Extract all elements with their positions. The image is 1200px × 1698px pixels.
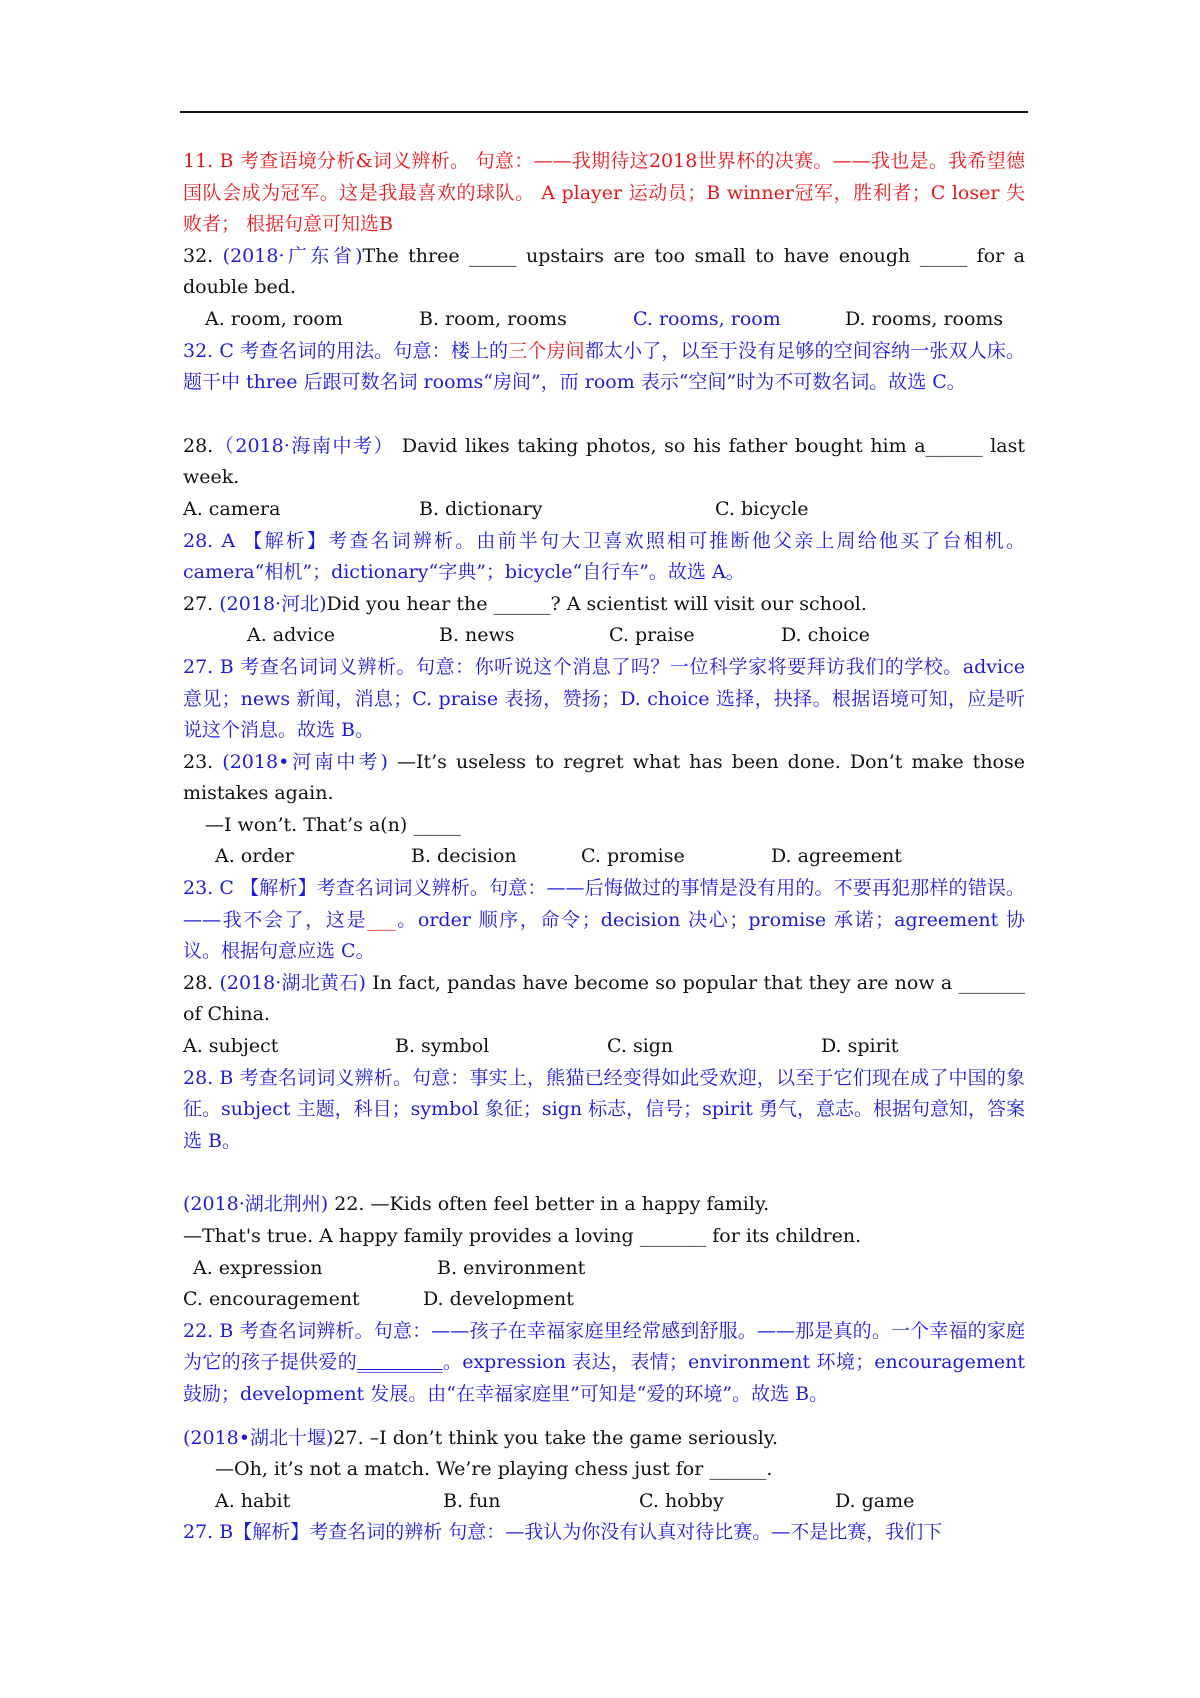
option-c: C. hobby xyxy=(639,1489,724,1512)
question-source: (2018·湖北黄石) xyxy=(219,971,366,994)
question-27-shiyan: (2018•湖北十堰)27. –I don’t think you take the game seriously. xyxy=(183,1426,779,1449)
question-27-shiyan-reply: —Oh, it’s not a match. We’re playing chess just for ______. xyxy=(215,1458,773,1481)
question-22-options-row-1 xyxy=(183,1253,1025,1285)
answer-32: 32. C 考查名词的用法。句意：楼上的三个房间都太小了，以至于没有足够的空间容纳一张双人床。题干中 three 后跟可数名词 rooms“房间”，而 room 表示“空间”时为不可数名词。故选 C。 xyxy=(183,339,1025,394)
answer-27-hebei: 27. B 考查名词词义辨析。句意：你听说这个消息了吗？一位科学家将要拜访我们的学校。advice 意见；news 新闻，消息；C. praise 表扬，赞扬；D. choice 选择，抉择。根据语境可知，应是听说这个消息。故选 B。 xyxy=(183,655,1025,742)
option-d: D. rooms, rooms xyxy=(845,307,1004,330)
option-b: B. fun xyxy=(443,1489,501,1512)
option-c: C. rooms, room xyxy=(633,307,781,330)
question-23-reply: —I won’t. That’s a(n) _____ xyxy=(205,813,461,836)
question-27-hebei-options xyxy=(183,620,1025,652)
document-content xyxy=(183,146,1025,1549)
question-28-huangshi: 28. (2018·湖北黄石) In fact, pandas have become so popular that they are now a _______ of China. xyxy=(183,971,1025,1026)
option-b: B. symbol xyxy=(395,1035,490,1058)
question-23-henan: 23. (2018•河南中考) —It’s useless to regret what has been done. Don’t make those mistakes again. xyxy=(183,750,1025,805)
question-28-huangshi-options xyxy=(183,1031,1025,1063)
option-c: C. bicycle xyxy=(715,497,809,520)
question-23-options xyxy=(183,841,1025,873)
option-b: B. news xyxy=(439,624,515,647)
option-c: C. sign xyxy=(607,1035,674,1058)
option-a: A. subject xyxy=(183,1035,279,1058)
question-22-jingzhou: (2018·湖北荆州) 22. —Kids often feel better in a happy family. xyxy=(183,1193,770,1216)
header-rule xyxy=(180,111,1028,113)
question-source: (2018·广东省) xyxy=(222,244,363,267)
option-c: C. promise xyxy=(581,845,685,868)
answer-22-jingzhou: 22. B 考查名词辨析。句意：——孩子在幸福家庭里经常感到舒服。——那是真的。一个幸福的家庭为它的孩子提供爱的_________。expression 表达，表情；environment 环境；encouragement 鼓励；development 发展。由“在幸福家庭里”可知是“爱的环境”。故选 B。 xyxy=(183,1319,1025,1405)
answer-11: 11. B 考查语境分析&词义辨析。 句意：——我期待这2018世界杯的决赛。——我也是。我希望德国队会成为冠军。这是我最喜欢的球队。 A player 运动员；B winner冠军，胜利者；C loser 失败者； 根据句意可知选B xyxy=(183,150,1025,236)
question-28-hainan: 28.（2018·海南中考） David likes taking photos, so his father bought him a______ last week. xyxy=(183,434,1025,489)
spacer xyxy=(183,399,1025,431)
question-32: 32. (2018·广东省)The three _____ upstairs are too small to have enough _____ for a double bed. xyxy=(183,244,1025,299)
option-a: A. habit xyxy=(215,1489,291,1512)
option-d: D. game xyxy=(835,1489,915,1512)
answer-23-henan: 23. C 【解析】考查名词词义辨析。句意：——后悔做过的事情是没有用的。不要再犯那样的错误。——我不会了，这是___。order 顺序，命令；decision 决心；promise 承诺；agreement 协议。根据句意应选 C。 xyxy=(183,877,1025,963)
question-22-reply: —That's true. A happy family provides a loving _______ for its children. xyxy=(183,1225,862,1247)
option-b: B. dictionary xyxy=(419,497,543,520)
question-22-options-row-2 xyxy=(183,1284,1025,1316)
option-a: A. camera xyxy=(183,497,281,520)
question-27-hebei: 27. (2018·河北)Did you hear the ______? A scientist will visit our school. xyxy=(183,592,867,615)
option-a: A. order xyxy=(215,845,294,868)
answer-27-shiyan: 27. B【解析】考查名词的辨析 句意：—我认为你没有认真对待比赛。—不是比赛，我们下 xyxy=(183,1521,943,1544)
option-a: A. advice xyxy=(247,624,335,647)
spacer xyxy=(183,1157,1025,1189)
option-a: A. room, room xyxy=(205,307,343,330)
option-b: B. room, rooms xyxy=(419,307,567,330)
question-source: (2018•河南中考) xyxy=(222,750,388,773)
option-c: C. encouragement xyxy=(183,1288,360,1311)
question-27-shiyan-options xyxy=(183,1486,1025,1518)
option-d: D. spirit xyxy=(821,1035,899,1058)
option-a: A. expression xyxy=(193,1256,323,1279)
question-source: (2018·河北) xyxy=(219,592,327,615)
option-d: D. development xyxy=(423,1288,574,1311)
option-d: D. agreement xyxy=(771,845,902,868)
question-source: （2018·海南中考） xyxy=(213,434,395,457)
option-b: B. environment xyxy=(437,1256,586,1279)
option-d: D. choice xyxy=(781,624,870,647)
answer-28-huangshi: 28. B 考查名词词义辨析。句意：事实上，熊猫已经变得如此受欢迎，以至于它们现在成了中国的象征。subject 主题，科目；symbol 象征；sign 标志，信号；spirit 勇气，意志。根据句意知，答案选 B。 xyxy=(183,1066,1025,1152)
question-28-hainan-options xyxy=(183,494,1025,526)
question-32-options xyxy=(183,304,1025,336)
spacer xyxy=(183,1411,1025,1423)
option-c: C. praise xyxy=(609,624,695,647)
question-source: (2018·湖北荆州) xyxy=(183,1193,329,1216)
answer-28-hainan: 28. A 【解析】考查名词辨析。由前半句大卫喜欢照相可推断他父亲上周给他买了台相机。camera“相机”；dictionary“字典”；bicycle“自行车”。故选 A。 xyxy=(183,529,1025,584)
option-b: B. decision xyxy=(411,845,517,868)
question-source: (2018•湖北十堰) xyxy=(183,1426,334,1449)
